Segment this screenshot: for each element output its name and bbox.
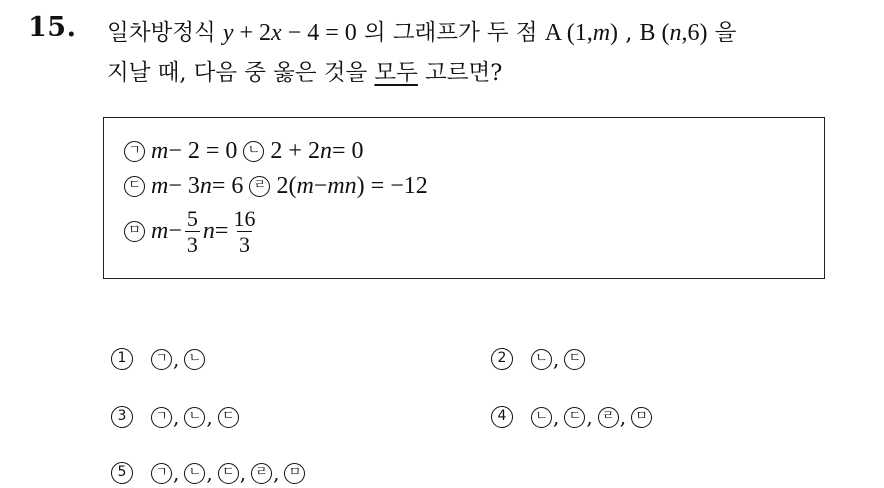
choice-1[interactable]	[111, 347, 205, 371]
linear-equation	[223, 20, 357, 46]
choice-number: 3	[111, 406, 133, 428]
choice-number: 5	[111, 462, 133, 484]
choice-separator: ,	[553, 405, 560, 429]
choice-3[interactable]	[111, 405, 239, 429]
stem-line-2	[107, 53, 736, 93]
statement-mark-b: ㄴ	[243, 141, 264, 162]
choice-mark: ㄴ	[531, 407, 552, 428]
point-a-label: A	[544, 20, 561, 46]
choice-number: 2	[491, 348, 513, 370]
statement-row-2	[124, 173, 428, 200]
statement-d-text3: ) = −12	[356, 173, 428, 199]
choice-separator: ,	[239, 461, 247, 485]
stem-line2-prefix: 지날 때, 다음 중 옳은 것을	[107, 60, 375, 86]
choice-mark: ㅁ	[284, 463, 305, 484]
choice-mark: ㄱ	[151, 463, 172, 484]
eq-plus: + 2	[233, 20, 272, 46]
choice-separator: ,	[173, 347, 180, 371]
choice-mark: ㄹ	[251, 463, 272, 484]
choice-mark: ㅁ	[631, 407, 652, 428]
statement-d-text1: 2(	[276, 173, 297, 199]
choice-number: 1	[111, 348, 133, 370]
statement-d-var2: mn	[327, 173, 357, 199]
point-a	[545, 20, 618, 46]
statement-a-text: − 2 = 0	[168, 138, 238, 164]
point-b	[640, 20, 708, 46]
point-a-close: )	[610, 20, 619, 46]
fraction-numerator: 5	[186, 206, 198, 231]
stem-line2-suffix: 고르면?	[417, 60, 503, 86]
statement-a-var: m	[151, 138, 169, 164]
choice-separator: ,	[206, 405, 213, 429]
statement-row-1	[124, 138, 364, 165]
statement-mark-c: ㄷ	[124, 176, 145, 197]
statement-d-text2: −	[313, 173, 328, 199]
stem-emphasis: 모두	[374, 60, 418, 86]
choice-number: 4	[491, 406, 513, 428]
choice-mark: ㄱ	[151, 349, 172, 370]
choice-mark: ㄹ	[598, 407, 619, 428]
choice-separator: ,	[586, 405, 593, 429]
choice-separator: ,	[619, 405, 627, 429]
point-a-var: m	[592, 20, 611, 46]
fraction-16-3	[231, 206, 257, 257]
fraction-denominator: 3	[186, 232, 198, 257]
point-a-open: (1,	[560, 20, 593, 46]
choice-separator: ,	[273, 461, 280, 485]
stem-line-1	[107, 13, 736, 53]
point-b-close: ,6)	[681, 20, 708, 46]
statement-mark-a: ㄱ	[124, 141, 145, 162]
stem-mid: 의 그래프가 두 점	[356, 20, 545, 46]
choice-mark: ㄷ	[564, 349, 585, 370]
eq-rest: − 4 = 0	[281, 20, 357, 46]
statement-d-var1: m	[296, 173, 314, 199]
stem-comma: ,	[618, 20, 640, 46]
question-stem	[107, 13, 736, 93]
statement-box	[103, 117, 825, 279]
fraction-numerator: 16	[233, 206, 256, 231]
point-b-open: (	[655, 20, 670, 46]
statement-c-text1: − 3	[168, 173, 200, 199]
choice-mark: ㄱ	[151, 407, 172, 428]
statement-b-text1: 2 + 2	[270, 138, 320, 164]
eq-var-x: x	[271, 20, 282, 46]
choice-2[interactable]	[491, 347, 585, 371]
statement-e-text2: =	[214, 218, 229, 244]
statement-e-var1: m	[151, 218, 169, 244]
stem-prefix: 일차방정식	[107, 20, 216, 46]
statement-b-var: n	[319, 138, 332, 164]
choice-separator: ,	[206, 461, 213, 485]
choice-mark: ㄴ	[184, 407, 205, 428]
fraction-5-3	[185, 206, 200, 257]
statement-row-3	[124, 206, 260, 257]
stem-suffix: 을	[707, 20, 737, 46]
choice-mark: ㄷ	[218, 463, 239, 484]
statement-mark-e: ㅁ	[124, 221, 145, 242]
choice-separator: ,	[173, 405, 180, 429]
statement-e-var2: n	[202, 218, 215, 244]
choice-4[interactable]	[491, 405, 652, 429]
statement-mark-d: ㄹ	[249, 176, 270, 197]
statement-c-var1: m	[151, 173, 169, 199]
fraction-denominator: 3	[238, 232, 250, 257]
eq-var-y: y	[222, 20, 234, 46]
statement-b-text2: = 0	[331, 138, 364, 164]
choice-5[interactable]	[111, 461, 305, 485]
statement-e-text1: −	[168, 218, 182, 244]
point-b-var: n	[669, 20, 682, 46]
choice-mark: ㄷ	[218, 407, 239, 428]
choice-mark: ㄴ	[531, 349, 552, 370]
choice-mark: ㄴ	[184, 463, 205, 484]
choice-separator: ,	[553, 347, 560, 371]
choice-mark: ㄴ	[184, 349, 205, 370]
choice-mark: ㄷ	[564, 407, 585, 428]
choice-separator: ,	[173, 461, 180, 485]
question-number: 15.	[28, 12, 77, 43]
point-b-label: B	[639, 20, 656, 46]
statement-c-text2: = 6	[211, 173, 244, 199]
statement-c-var2: n	[199, 173, 212, 199]
